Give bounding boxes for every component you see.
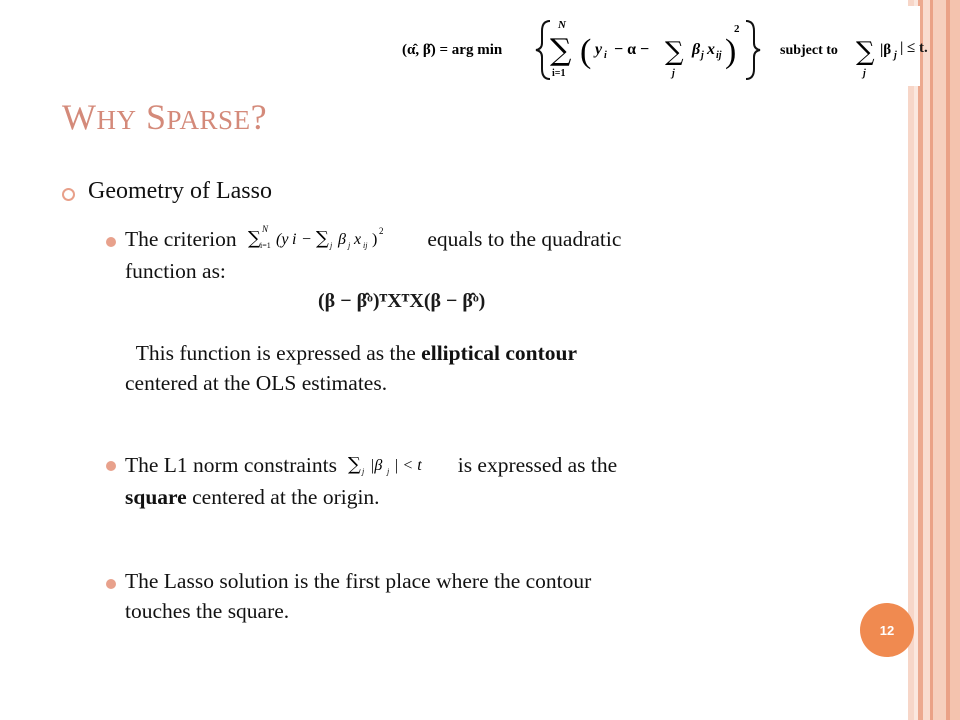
formula-lhs: (α̂, β̂) = arg min [402, 42, 503, 58]
title-parse: PARSE [166, 105, 251, 135]
bullet-lasso-solution [125, 566, 825, 626]
title-hy: HY [96, 105, 137, 135]
y-var: y [595, 41, 603, 58]
sum-j-limit: j [672, 68, 675, 79]
l1-text-after: is expressed as the [457, 453, 618, 477]
svg-text:ij: ij [363, 241, 368, 251]
criterion-text-before: The criterion [125, 227, 237, 251]
bullet-criterion [125, 224, 825, 286]
l1-constraint-formula [342, 452, 452, 482]
criterion-formula [242, 226, 422, 256]
l1-bold-square: square [125, 485, 187, 510]
svg-text:β: β [338, 231, 346, 249]
bullet-dot-icon [106, 461, 116, 471]
svg-text:∑: ∑ [248, 228, 261, 250]
svg-text:∑: ∑ [348, 454, 362, 476]
criterion-i: i=1 [260, 241, 271, 251]
sum-sign-constraint: ∑ [856, 37, 875, 67]
bullet-dot-icon [106, 579, 116, 589]
svg-text:j: j [387, 467, 390, 477]
section-heading: Geometry of Lasso [88, 178, 272, 204]
criterion-formula-graphic [242, 222, 422, 256]
paragraph-line2: centered at the OLS estimates. [125, 371, 388, 395]
svg-text:x: x [354, 231, 362, 249]
title-w: W [62, 97, 97, 137]
x-var: x [707, 41, 715, 58]
paragraph-text-before: This function is expressed as the [135, 341, 422, 365]
criterion-text-after: equals to the quadratic [427, 227, 622, 251]
paragraph-bold: elliptical contour [421, 341, 578, 365]
svg-text:i: i [292, 231, 297, 249]
open-paren: ( [580, 33, 592, 70]
svg-text:2: 2 [379, 226, 384, 237]
abs-beta: |β [880, 42, 892, 58]
close-paren: ) [725, 33, 737, 70]
decorative-stripes [908, 0, 960, 720]
sum-sign-inner: ∑ [665, 37, 684, 67]
y-sub: i [604, 50, 607, 61]
constraint-sum-j: j [863, 68, 866, 79]
bullet-dot-icon [106, 237, 116, 247]
l1-line2-rest: centered at the origin. [186, 485, 380, 510]
subject-to-text: subject to [780, 43, 838, 58]
quadratic-formula-text: (β − β̂ᵒ)ᵀXᵀX(β − β̂ᵒ) [318, 290, 486, 312]
sum-upper-limit: N [558, 19, 566, 31]
quadratic-formula [318, 290, 485, 313]
sum-lower-limit: i=1 [552, 68, 566, 79]
sum-sign-outer: ∑ [550, 33, 572, 68]
minus-alpha: − α − [614, 41, 650, 58]
criterion-y: (y [276, 231, 289, 249]
svg-text:j: j [348, 241, 351, 251]
criterion-line2: function as: [125, 259, 226, 284]
lasso-formula-graphic [400, 6, 920, 86]
solution-line2: touches the square. [125, 599, 290, 623]
beta-var: β [692, 41, 701, 58]
constraint-lt: | < t [394, 457, 422, 475]
title-question-mark: ? [250, 97, 268, 137]
constraint-tail: | ≤ t. [900, 40, 928, 56]
svg-text:∑: ∑ [316, 228, 329, 250]
elliptical-contour-paragraph [125, 338, 825, 398]
svg-text:j: j [330, 241, 333, 251]
abs-beta-sub: j [894, 50, 897, 61]
title-s: S [145, 97, 167, 137]
l1-text-before: The L1 norm constraints [125, 453, 337, 477]
svg-text:): ) [372, 231, 378, 249]
beta-sub: j [701, 50, 704, 61]
x-sub: ij [716, 50, 722, 61]
criterion-n: N [262, 224, 269, 235]
slide-title [62, 96, 267, 138]
l1-constraint-graphic [342, 448, 452, 482]
svg-text:j: j [362, 467, 365, 477]
square-exp: 2 [734, 23, 740, 35]
page-number-badge: 12 [860, 603, 914, 657]
svg-text:−: − [302, 231, 312, 249]
ring-bullet-icon [62, 188, 75, 201]
constraint-abs-beta: |β [370, 457, 383, 475]
bullet-l1-norm [125, 450, 825, 512]
lasso-objective-formula [400, 6, 928, 86]
solution-line1: The Lasso solution is the first place where the contour [125, 569, 592, 593]
